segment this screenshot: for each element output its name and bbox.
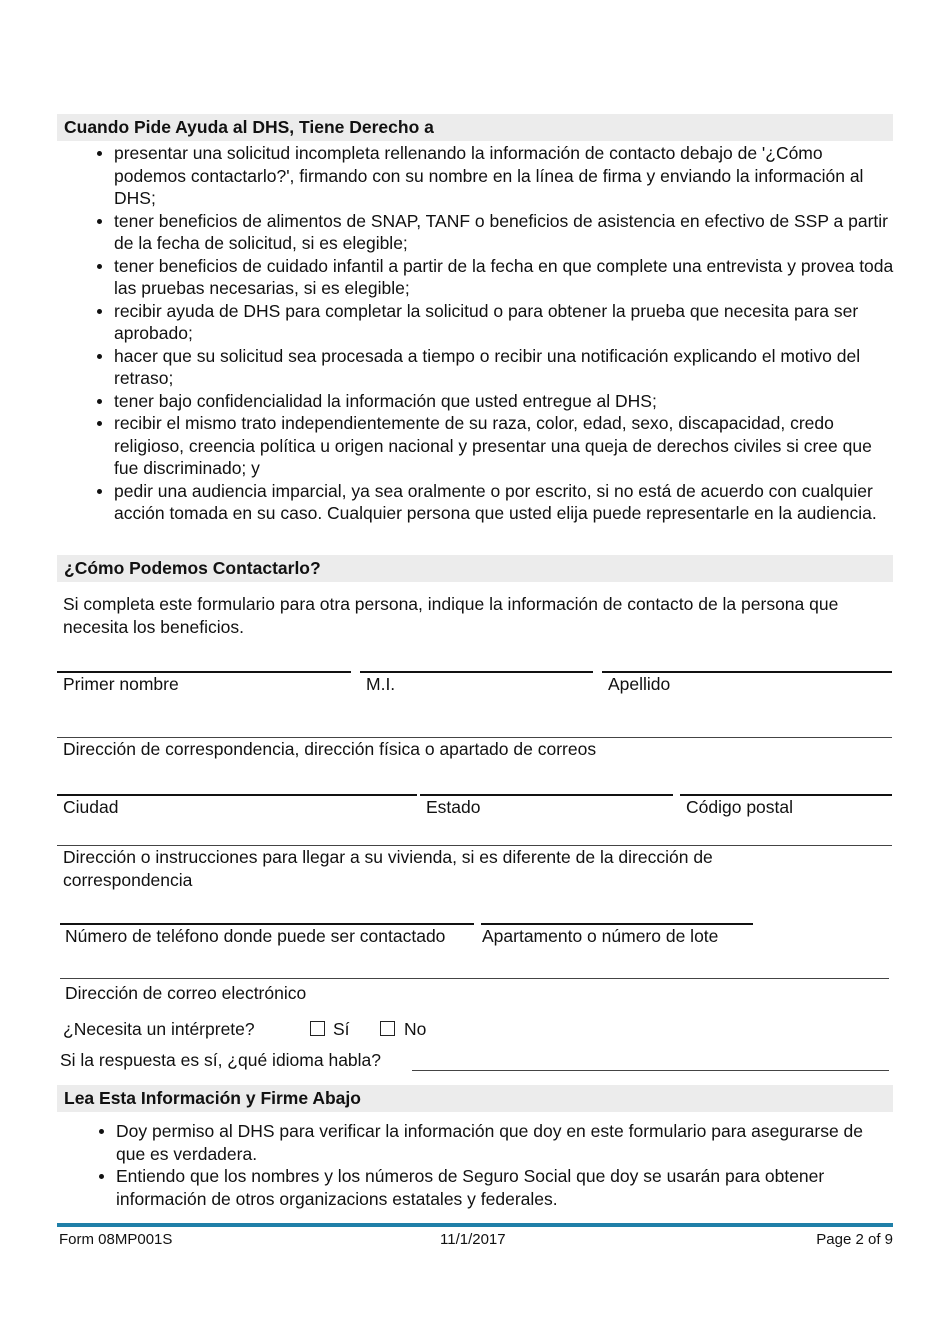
phone-label: Número de teléfono donde puede ser contactado (65, 926, 446, 946)
list-item: Doy permiso al DHS para verificar la información que doy en este formulario para asegurarse de que es verdadera. (97, 1120, 892, 1165)
list-item: Entiendo que los nombres y los números de Seguro Social que doy se usarán para obtener información de otros organizacions estatales y federales. (97, 1165, 892, 1210)
rights-list (95, 142, 895, 525)
no-label: No (404, 1019, 427, 1039)
directions-label: Dirección o instrucciones para llegar a su vivienda, si es diferente de la dirección de correspondencia (63, 847, 713, 890)
list-item: recibir ayuda de DHS para completar la solicitud o para obtener la prueba que necesita para ser aprobado; (95, 300, 895, 345)
zip-label: Código postal (686, 797, 794, 817)
list-item: pedir una audiencia imparcial, ya sea oralmente o por escrito, si no está de acuerdo con cualquier acción tomada en su caso. Cualquier persona que usted elija puede representarle en la audiencia. (95, 480, 895, 525)
form-id: Form 08MP001S (59, 1231, 173, 1248)
interpreter-yes-checkbox[interactable] (310, 1021, 325, 1036)
email-field[interactable] (60, 978, 889, 979)
last-name-label: Apellido (608, 674, 671, 694)
interpreter-question: ¿Necesita un intérprete? (63, 1019, 255, 1039)
mailing-address-label: Dirección de correspondencia, dirección física o apartado de correos (63, 739, 597, 759)
email-label: Dirección de correo electrónico (65, 983, 307, 1003)
language-question: Si la respuesta es sí, ¿qué idioma habla? (60, 1050, 382, 1070)
list-item: tener beneficios de cuidado infantil a partir de la fecha en que complete una entrevista y provea toda las pruebas necesarias, si es elegible; (95, 255, 895, 300)
interpreter-no-checkbox[interactable] (380, 1021, 395, 1036)
list-item: recibir el mismo trato independientemente de su raza, color, edad, sexo, discapacidad, credo religioso, creencia política u origen nacional y presentar una queja de derechos civiles si cree que fue discriminado; y (95, 412, 895, 480)
list-item: hacer que su solicitud sea procesada a tiempo o recibir una notificación explicando el motivo del retraso; (95, 345, 895, 390)
yes-label: Sí (333, 1019, 350, 1039)
page-number: Page 2 of 9 (816, 1231, 893, 1248)
list-item: tener beneficios de alimentos de SNAP, TANF o beneficios de asistencia en efectivo de SSP a partir de la fecha de solicitud, si es elegible; (95, 210, 895, 255)
form-date: 11/1/2017 (440, 1231, 506, 1248)
apartment-label: Apartamento o número de lote (482, 926, 719, 946)
mi-label: M.I. (366, 674, 396, 694)
list-item: tener bajo confidencialidad la información que usted entregue al DHS; (95, 390, 895, 413)
contact-heading: ¿Cómo Podemos Contactarlo? (57, 555, 893, 582)
contact-intro: Si completa este formulario para otra persona, indique la información de contacto de la persona que necesita los beneficios. (63, 594, 839, 637)
rights-heading: Cuando Pide Ayuda al DHS, Tiene Derecho a (57, 114, 893, 141)
city-label: Ciudad (63, 797, 119, 817)
list-item: presentar una solicitud incompleta rellenando la información de contacto debajo de '¿Cómo podemos contactarlo?', firmando con su nombre en la línea de firma y enviando la información al DHS; (95, 142, 895, 210)
state-label: Estado (426, 797, 481, 817)
first-name-label: Primer nombre (63, 674, 179, 694)
sign-list (97, 1120, 892, 1210)
sign-heading: Lea Esta Información y Firme Abajo (57, 1085, 893, 1112)
footer-rule (57, 1223, 893, 1227)
language-field[interactable] (412, 1070, 889, 1071)
